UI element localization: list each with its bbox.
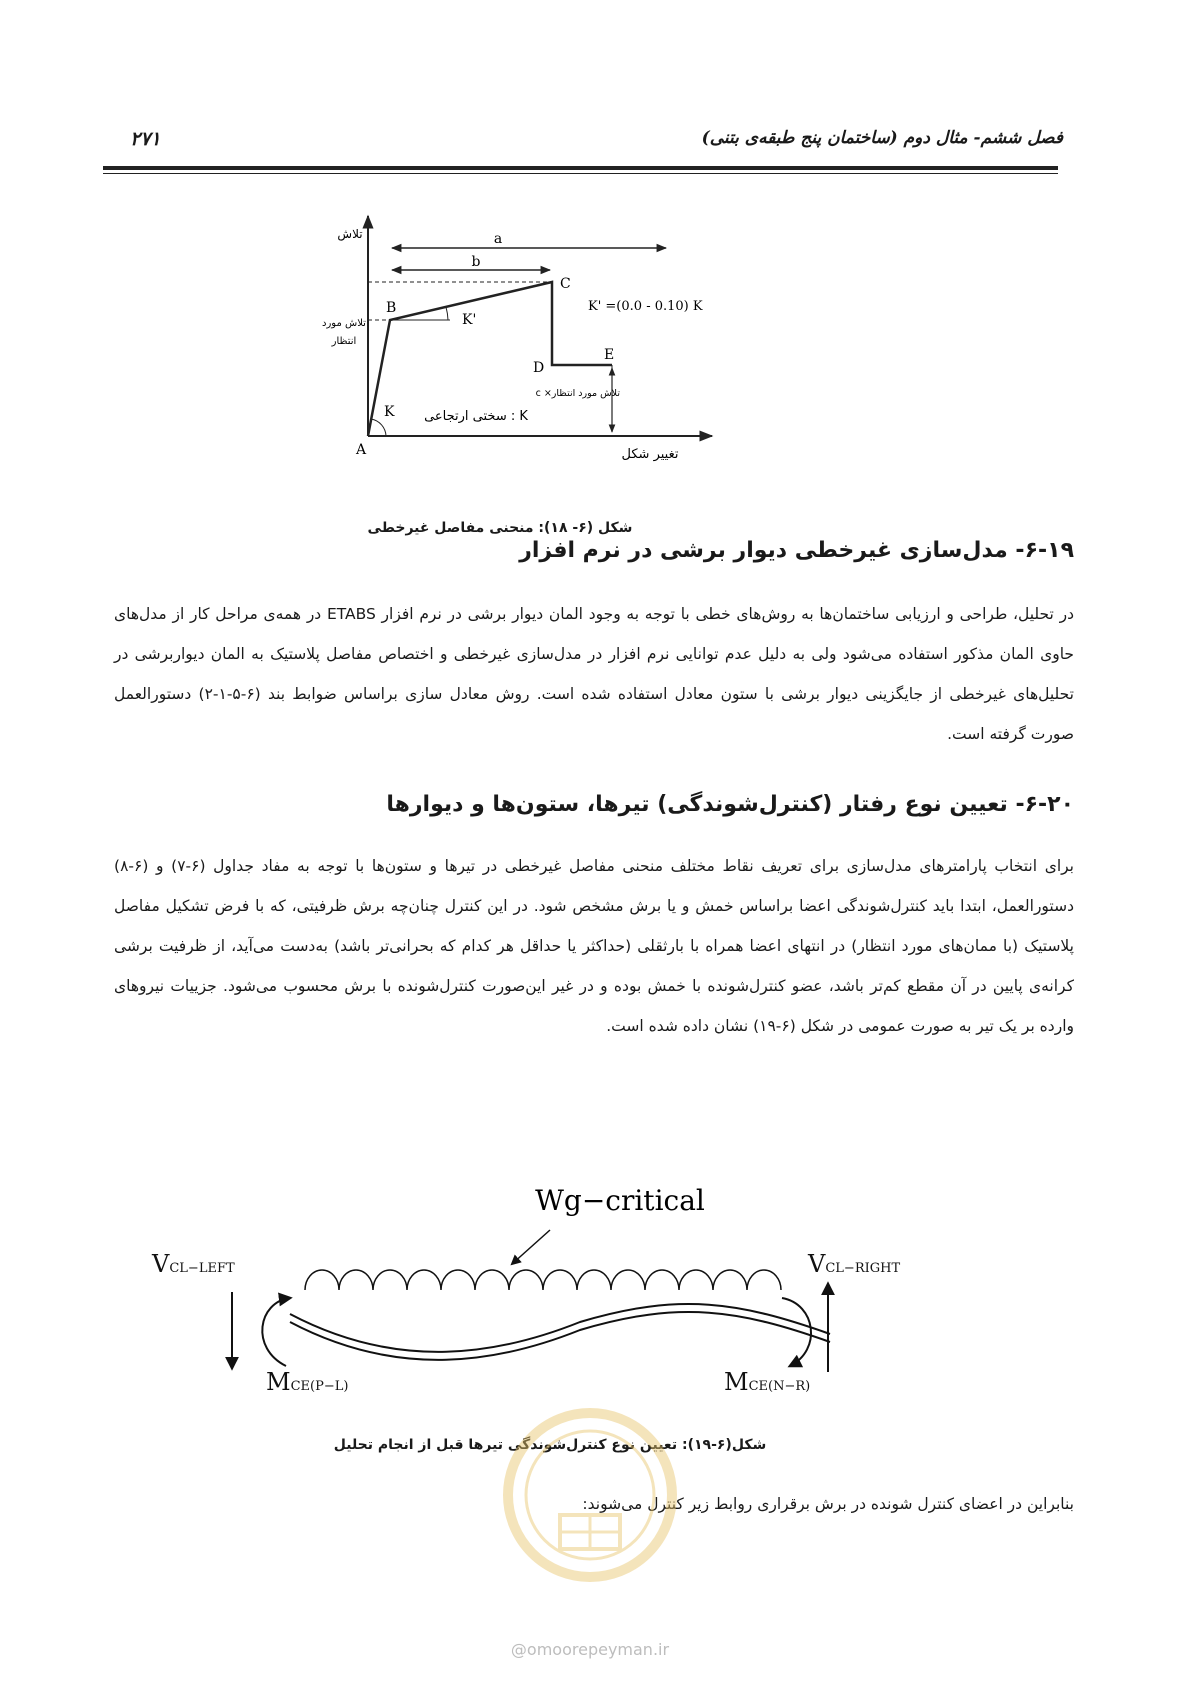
dimension-b-label: b (471, 254, 481, 270)
distributed-load (305, 1270, 781, 1290)
watermark-seal-icon (500, 1395, 680, 1585)
residual-label: تلاش مورد انتظار× c (535, 388, 620, 399)
figure1-caption: شکل (۶- ۱۸): منحنی مفاصل غیرخطی (367, 520, 633, 536)
m-right-arc (782, 1298, 811, 1366)
closing-sentence: بنابراین در اعضای کنترل شونده در برش برقراری روابط زیر کنترل می‌شوند: (582, 1495, 1074, 1513)
m-left-arc (262, 1298, 290, 1366)
beam-lower (290, 1312, 830, 1360)
header-rule-thin (103, 173, 1058, 174)
k-prime-formula: K' =(0.0 - 0.10) K (588, 299, 703, 314)
k-definition: K : سختی ارتجاعی (424, 409, 528, 424)
watermark-url: @omoorepeyman.ir (510, 1640, 670, 1659)
section-19-paragraph: در تحلیل، طراحی و ارزیابی ساختمان‌ها به روش‌های خطی با توجه به وجود المان دیوار برشی در نرم افزار ETABS در همه‌ی مراحل کار از مدل‌های حاوی المان مذکور استفاده می‌شود ولی به دلیل عدم توانایی نرم افزار در مدل‌سازی غیرخطی و اختصاص مفاصل پلاستیک به المان دیواربرشی در تحلیل‌های غیرخطی از جایگزینی دیوار برشی با ستون معادل استفاده شده است. روش معادل سازی براساس ضوابط بند (۶-۵-۱-۲) دستورالعمل صورت گرفته است. (114, 605, 1074, 743)
section-20-paragraph: برای انتخاب پارامترهای مدل‌سازی برای تعریف نقاط مختلف منحنی مفاصل غیرخطی در تیرها و ستون‌ها با توجه به مفاد جداول (۶-۷) و (۶-۸) دستورالعمل، ابتدا باید کنترل‌شوندگی اعضا براساس خمش و یا برش مشخص شود. در این کنترل چنان‌چه برش ظرفیتی، که با فرض تشکیل مفاصل پلاستیک (با ممان‌های مورد انتظار) در انتهای اعضا همراه با بارثقلی (حداکثر یا حداقل هر کدام که بحرانی‌تر باشد) به‌دست می‌آید، از ظرفیت برشی کرانه‌ی پایین در آن مقطع کم‌تر باشد، عضو کنترل‌شونده با خمش بوده و در غیر این‌صورت کنترل‌شونده با برش محسوب می‌شود. جزییات نیروهای وارده بر یک تیر به صورت عمومی در شکل (۶-۱۹) نشان داده شده است. (114, 857, 1074, 1035)
slope-k-prime-arc (446, 307, 448, 320)
hinge-curve-figure (320, 212, 780, 494)
m-left-label: MCE(P−L) (266, 1368, 349, 1396)
load-label: Wg−critical (535, 1184, 705, 1217)
point-a-label: A (356, 442, 367, 458)
point-b-label: B (386, 300, 397, 316)
section-19-heading: ۶-۱۹- مدل‌سازی غیرخطی دیوار برشی در نرم افزار (519, 538, 1074, 563)
expected-force-label-2: انتظار (331, 336, 357, 347)
figure2-caption: شکل(۶-۱۹): تعیین نوع کنترل‌شوندگی تیرها قبل از انجام تحلیل (333, 1437, 767, 1453)
point-c-label: C (560, 276, 571, 292)
section-20-heading: ۶-۲۰- تعیین نوع رفتار (کنترل‌شوندگی) تیرها، ستون‌ها و دیوارها (386, 792, 1074, 817)
point-d-label: D (533, 360, 545, 376)
v-left-label: VCL−LEFT (152, 1250, 235, 1278)
beam-upper (290, 1304, 830, 1352)
y-axis-label: تلاش (337, 227, 363, 241)
point-e-label: E (604, 347, 615, 363)
running-title: فصل ششم- مثال دوم (ساختمان پنج طبقه‌ی بتنی) (701, 128, 1063, 148)
v-right-label: VCL−RIGHT (808, 1250, 901, 1278)
slope-k-arc (371, 419, 386, 436)
slope-k-prime-label: K' (462, 312, 477, 328)
load-pointer (512, 1230, 550, 1264)
dimension-a-label: a (493, 231, 503, 247)
m-right-label: MCE(N−R) (724, 1368, 811, 1396)
header-rule-thick (103, 166, 1058, 170)
x-axis-label: تغییر شکل (621, 447, 679, 462)
slope-k-label: K (384, 404, 395, 420)
page-number: ۲۷۱ (130, 128, 161, 150)
expected-force-label-1: تلاش مورد (322, 318, 366, 329)
